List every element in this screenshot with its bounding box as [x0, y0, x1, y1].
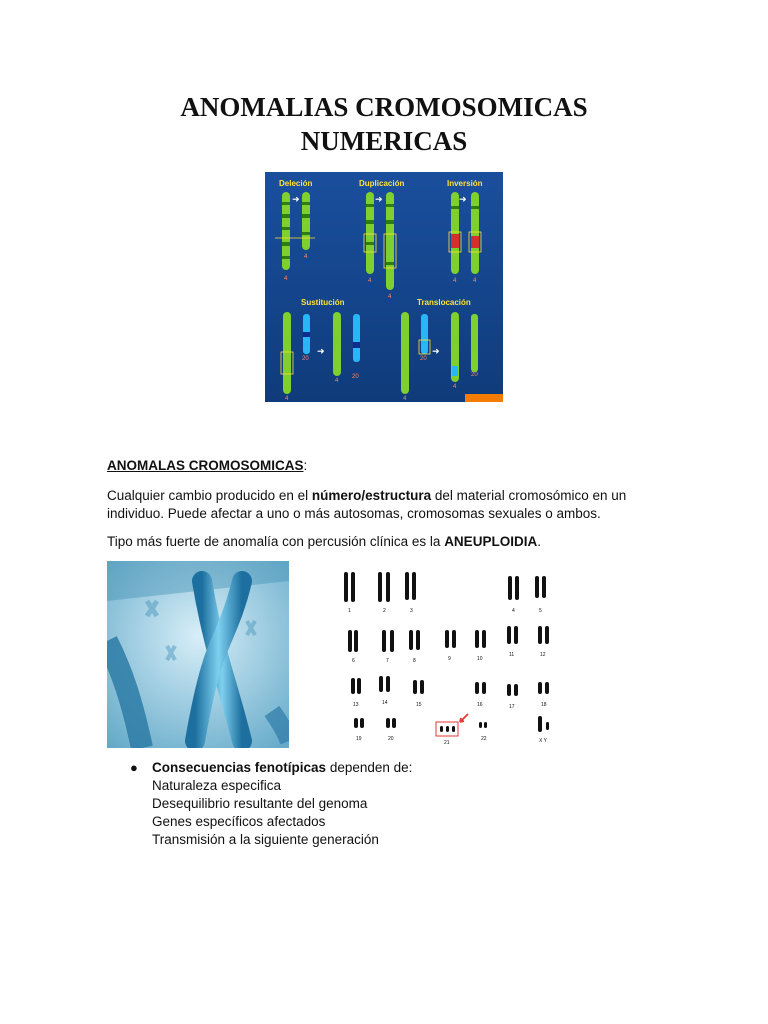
svg-text:17: 17	[509, 704, 515, 710]
arrow-icon: ➜	[292, 194, 300, 204]
svg-text:20: 20	[388, 736, 394, 742]
svg-text:21: 21	[444, 740, 450, 746]
svg-text:4: 4	[304, 254, 308, 260]
label-translocation: Translocación	[417, 298, 471, 307]
deletion-chromosome-after	[302, 192, 310, 250]
list-item: Consecuencias fenotípicas dependen de:	[152, 760, 413, 775]
svg-text:20: 20	[420, 356, 427, 362]
label-inversion: Inversión	[447, 179, 483, 188]
svg-text:5: 5	[539, 608, 542, 614]
svg-text:19: 19	[356, 736, 362, 742]
svg-text:2: 2	[383, 608, 386, 614]
svg-text:4: 4	[453, 278, 457, 284]
svg-text:18: 18	[541, 702, 547, 708]
title-line-1: ANOMALIAS CROMOSOMICAS	[180, 92, 588, 122]
svg-text:4: 4	[388, 294, 392, 300]
svg-text:4: 4	[285, 396, 289, 402]
svg-text:6: 6	[352, 658, 355, 664]
svg-text:20: 20	[352, 374, 359, 380]
svg-text:13: 13	[353, 702, 359, 708]
list-item: Genes específicos afectados	[152, 814, 326, 829]
structural-anomalies-figure	[265, 172, 503, 402]
label-deletion: Deleción	[279, 179, 313, 188]
svg-text:14: 14	[382, 700, 388, 706]
label-substitution: Sustitución	[301, 298, 345, 307]
label-duplication: Duplicación	[359, 179, 405, 188]
section-heading: ANOMALAS CROMOSOMICAS:	[107, 458, 308, 473]
arrow-icon: ➜	[375, 194, 383, 204]
svg-text:20: 20	[302, 356, 309, 362]
list-item: Transmisión a la siguiente generación	[152, 832, 379, 847]
deletion-chromosome-before	[282, 192, 290, 270]
svg-text:9: 9	[448, 656, 451, 662]
bullet-icon: ●	[130, 760, 138, 775]
list-item: Desequilibrio resultante del genoma	[152, 796, 368, 811]
svg-text:3: 3	[410, 608, 413, 614]
arrow-icon: ➜	[459, 194, 467, 204]
svg-text:4: 4	[284, 276, 288, 282]
svg-text:16: 16	[477, 702, 483, 708]
svg-text:1: 1	[348, 608, 351, 614]
karyotype-image	[336, 566, 558, 748]
svg-text:4: 4	[453, 384, 457, 390]
svg-text:4: 4	[403, 396, 407, 402]
svg-text:4: 4	[473, 278, 477, 284]
svg-text:11: 11	[509, 652, 515, 658]
svg-text:8: 8	[413, 658, 416, 664]
list-item: Naturaleza especifica	[152, 778, 282, 793]
chromosome-3d-image	[107, 561, 289, 748]
arrow-icon: ➜	[432, 346, 440, 356]
svg-text:12: 12	[540, 652, 546, 658]
svg-text:7: 7	[386, 658, 389, 664]
svg-text:20: 20	[471, 372, 478, 378]
title-line-2: NUMERICAS	[300, 126, 468, 156]
definition-paragraph: Cualquier cambio producido en el número/estructura del material cromosómico en un individuo. Puede afectar a uno o más autosomas, cromosomas sexuales o ambos.	[107, 488, 627, 521]
svg-text:22: 22	[481, 736, 487, 742]
svg-text:10: 10	[477, 656, 483, 662]
aneuploidy-paragraph: Tipo más fuerte de anomalía con percusión clínica es la ANEUPLOIDIA.	[107, 534, 541, 549]
arrow-icon: ➜	[317, 346, 325, 356]
svg-text:4: 4	[512, 608, 515, 614]
svg-text:X Y: X Y	[539, 738, 547, 744]
svg-text:4: 4	[335, 378, 339, 384]
svg-text:4: 4	[368, 278, 372, 284]
svg-text:15: 15	[416, 702, 422, 708]
page-title	[0, 90, 768, 158]
